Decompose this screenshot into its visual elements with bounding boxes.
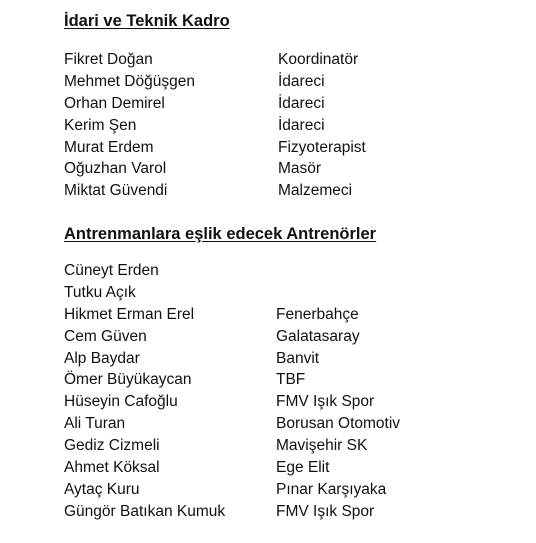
person-name: Cem Güven bbox=[64, 327, 147, 345]
person-name: Aytaç Kuru bbox=[64, 480, 140, 498]
person-role: Malzemeci bbox=[278, 182, 353, 200]
coaches-row bbox=[0, 304, 536, 326]
person-club: Borusan Otomotiv bbox=[276, 415, 401, 433]
staff-row bbox=[0, 71, 536, 93]
person-role: İdareci bbox=[278, 72, 325, 90]
coaches-row bbox=[0, 501, 536, 523]
staff-list bbox=[0, 49, 536, 202]
person-name: Mehmet Döğüşgen bbox=[64, 72, 195, 90]
staff-heading: İdari ve Teknik Kadro bbox=[64, 12, 230, 30]
person-name: Murat Erdem bbox=[64, 138, 154, 156]
person-name: Tutku Açık bbox=[64, 283, 136, 301]
person-club: Pınar Karşıyaka bbox=[276, 480, 387, 498]
person-club: FMV Işık Spor bbox=[276, 393, 375, 411]
staff-row bbox=[0, 180, 536, 202]
person-club: Galatasaray bbox=[276, 327, 360, 345]
coaches-row bbox=[0, 260, 536, 282]
person-role: Fizyoterapist bbox=[278, 138, 366, 156]
staff-row bbox=[0, 158, 536, 180]
person-role: Koordinatör bbox=[278, 51, 359, 68]
person-name: Hikmet Erman Erel bbox=[64, 305, 195, 323]
coaches-row bbox=[0, 282, 536, 304]
staff-row bbox=[0, 137, 536, 159]
coaches-heading: Antrenmanlara eşlik edecek Antrenörler bbox=[64, 225, 377, 243]
coaches-row bbox=[0, 413, 536, 435]
coaches-row bbox=[0, 435, 536, 457]
person-club: TBF bbox=[276, 371, 306, 389]
person-name: Gediz Cizmeli bbox=[64, 437, 160, 455]
coaches-row bbox=[0, 391, 536, 413]
coaches-row bbox=[0, 479, 536, 501]
coaches-row bbox=[0, 348, 536, 370]
person-name: Miktat Güvendi bbox=[64, 182, 168, 200]
person-club: Fenerbahçe bbox=[276, 305, 359, 323]
coaches-list bbox=[0, 260, 536, 523]
person-name: Cüneyt Erden bbox=[64, 262, 159, 279]
person-name: Hüseyin Cafoğlu bbox=[64, 393, 178, 411]
staff-row bbox=[0, 49, 536, 71]
person-club: Ege Elit bbox=[276, 459, 330, 477]
person-role: Masör bbox=[278, 160, 322, 178]
person-name: Ahmet Köksal bbox=[64, 459, 160, 477]
person-name: Güngör Batıkan Kumuk bbox=[64, 502, 226, 520]
person-role: İdareci bbox=[278, 94, 325, 112]
coaches-row bbox=[0, 326, 536, 348]
person-name: Alp Baydar bbox=[64, 349, 140, 367]
person-name: Ali Turan bbox=[64, 415, 126, 433]
person-club: FMV Işık Spor bbox=[276, 502, 375, 520]
person-club: Banvit bbox=[276, 349, 320, 367]
coaches-row bbox=[0, 457, 536, 479]
person-name: Kerim Şen bbox=[64, 116, 137, 134]
person-role: İdareci bbox=[278, 116, 325, 134]
person-name: Oğuzhan Varol bbox=[64, 160, 167, 178]
staff-row bbox=[0, 93, 536, 115]
person-name: Ömer Büyükaycan bbox=[64, 371, 192, 389]
person-name: Orhan Demirel bbox=[64, 94, 165, 112]
person-name: Fikret Doğan bbox=[64, 51, 153, 68]
person-club: Mavişehir SK bbox=[276, 437, 368, 455]
staff-row bbox=[0, 115, 536, 137]
coaches-row bbox=[0, 369, 536, 391]
